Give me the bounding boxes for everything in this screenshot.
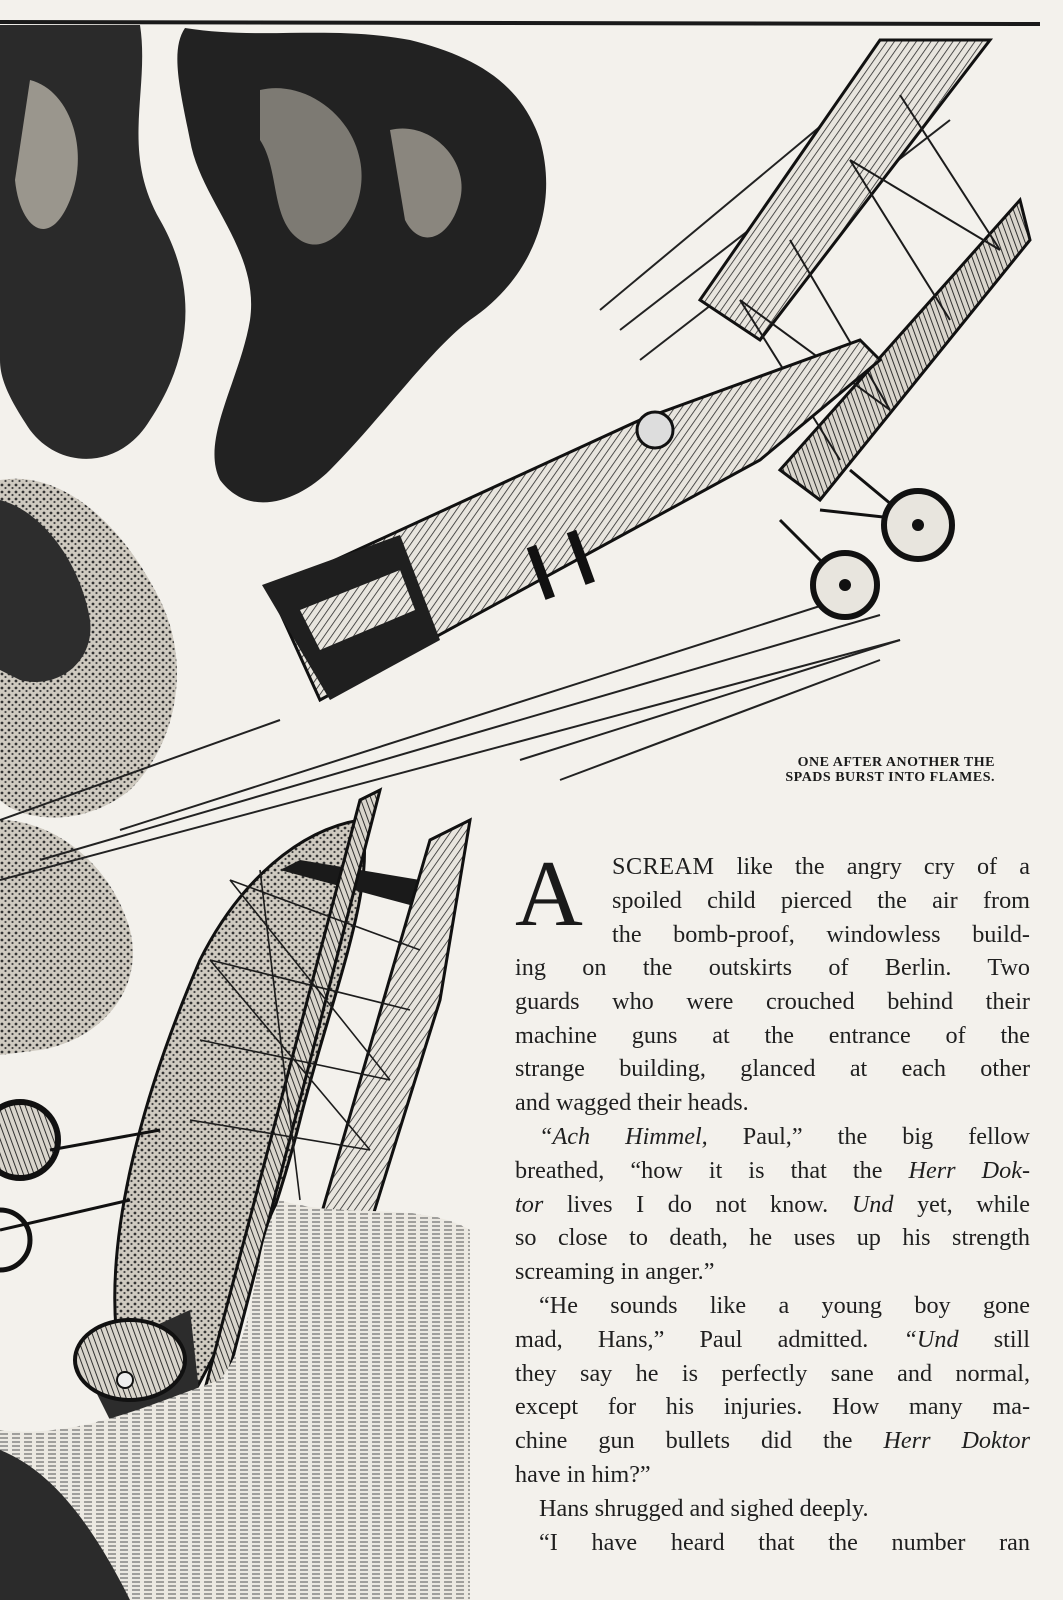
text-line: SCREAM like the angry cry of a (612, 853, 1030, 880)
text-line: tor lives I do not know. Und yet, while (515, 1190, 1030, 1218)
text-line: mad, Hans,” Paul admitted. “Und still (515, 1325, 1030, 1353)
text-line: “He sounds like a young boy gone (539, 1291, 1030, 1319)
smoke-cloud-top (177, 28, 546, 502)
text-line: have in him?” (515, 1460, 651, 1488)
text-line: Hans shrugged and sighed deeply. (539, 1494, 869, 1522)
text-line: the bomb-proof, windowless build- (612, 920, 1030, 948)
opening-paragraph (515, 842, 1030, 951)
text-line: “I have heard that the number ran (539, 1528, 1030, 1556)
caption-line-2: SPADS BURST INTO FLAMES. (785, 770, 995, 785)
smoke-cloud-left (0, 25, 185, 1055)
text-line: and wagged their heads. (515, 1089, 749, 1117)
text-line: chine gun bullets did the Herr Doktor (515, 1427, 1030, 1455)
text-line: so close to death, he uses up his strength (515, 1224, 1030, 1252)
text-line: except for his injuries. How many ma- (515, 1393, 1030, 1421)
drop-cap: A (515, 842, 583, 946)
text-line: “Ach Himmel, Paul,” the big fellow (539, 1122, 1030, 1150)
text-line: breathed, “how it is that the Herr Dok- (515, 1156, 1031, 1184)
text-line: guards who were crouched behind their (515, 987, 1030, 1015)
text-line: they say he is perfectly sane and normal, (515, 1359, 1030, 1387)
illustration-caption (655, 755, 995, 785)
caption-line-1: ONE AFTER ANOTHER THE (797, 755, 995, 770)
story-text (515, 842, 1031, 1590)
text-line: ing on the outskirts of Berlin. Two (515, 954, 1030, 981)
text-line: strange building, glanced at each other (515, 1055, 1030, 1083)
text-line: spoiled child pierced the air from (612, 886, 1030, 914)
text-line: machine guns at the entrance of the (515, 1021, 1030, 1049)
text-line: screaming in anger.” (515, 1258, 715, 1286)
